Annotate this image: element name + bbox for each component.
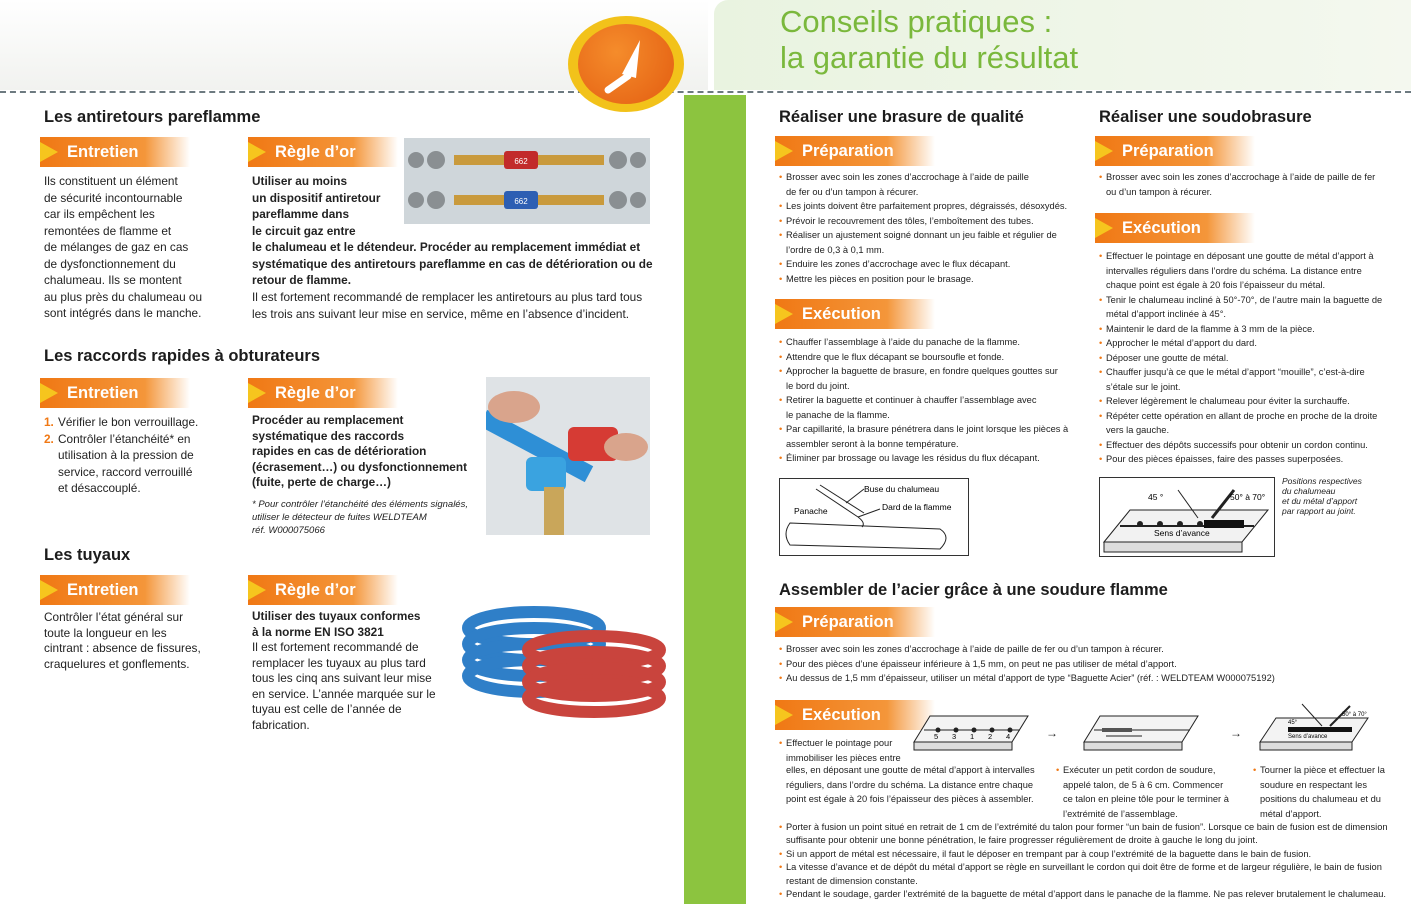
tag-arrow-icon (248, 142, 266, 162)
angle-5070-label: 50° à 70° (1230, 492, 1266, 502)
bullet-icon: • (779, 822, 783, 832)
bullet-icon: • (779, 351, 783, 362)
raccords-entretien-list (44, 414, 234, 497)
bullet-icon: • (779, 215, 783, 226)
bullet-line: • Tourner la pièce et effectuer la (1253, 763, 1403, 778)
antiretours-entretien-text (44, 173, 234, 322)
tag-arrow-icon (40, 580, 58, 600)
bullet-icon: • (1099, 323, 1103, 334)
tuyaux-regle-text (252, 640, 452, 734)
pointage-num-3: 1 (970, 732, 975, 741)
bullet-icon: • (779, 673, 783, 683)
bullet-line: • Approcher la baguette de brasure, en fondre quelques gouttes sur (779, 364, 1079, 379)
bullet-line: • Réaliser un ajustement soigné donnant un jeu faible et régulier de (779, 228, 1079, 243)
tag-arrow-icon (248, 383, 266, 403)
antiretour-photo (404, 138, 650, 224)
bullet-line: restant de dimension constante. (786, 875, 918, 886)
bullet-line: • Tenir le chalumeau incliné à 50°-70°, de l’autre main la baguette de (1099, 293, 1399, 308)
text-line: Utiliser au moins (252, 174, 348, 188)
bullet-line: • Effectuer des dépôts successifs pour obtenir un cordon continu. (1099, 438, 1399, 453)
acier-preparation-tag: Préparation (775, 607, 935, 637)
text-line: car ils empêchent les (44, 207, 155, 221)
bullet-line: intervalles réguliers dans l’ordre du schéma. La distance entre (1106, 265, 1362, 276)
bullet-icon: • (1099, 294, 1103, 305)
bullet-line: • Approcher le métal d’apport du dard. (1099, 336, 1399, 351)
bullet-line: • Mettre les pièces en position pour le brasage. (779, 272, 1079, 287)
bullet-line: l’ordre de 0,3 à 0,1 mm. (786, 244, 885, 255)
bullet-line: soudure en respectant les (1260, 779, 1367, 790)
acier-exec-col3 (1253, 763, 1403, 821)
text-line: le circuit gaz entre (252, 223, 356, 238)
hose-photo (462, 598, 670, 728)
numbered-line: et désaccouplé. (58, 481, 141, 495)
brasure-preparation-list (779, 170, 1079, 286)
text-line: cintrant : absence de fissures, (44, 641, 201, 656)
numbered-line: 2. Contrôler l’étanchéité* en (44, 431, 191, 446)
bullet-icon: • (779, 366, 783, 376)
raccords-regle-bold (252, 413, 482, 491)
acier-heading: Assembler de l’acier grâce à une soudure flamme (779, 581, 1168, 599)
bullet-line: • Pendant le soudage, garder l’extrémité de la baguette de métal d’apport dans le panache de la flamme. Ne pas relever brutalement le chalumeau. (779, 888, 1404, 901)
text-line: remontées de flamme et (44, 223, 172, 238)
antiretours-regle-tag: Règle d’or (248, 137, 398, 167)
bullet-line: • Brosser avec soin les zones d’accrochage à l’aide de paille de fer ou d’un tampon à récurer. (779, 642, 1399, 657)
brasure-diagram (779, 478, 969, 556)
pointage-num-5: 4 (1006, 732, 1011, 741)
bullet-icon: • (779, 644, 783, 654)
text-line: tous les cinq ans suivant leur mise (252, 671, 432, 686)
tag-arrow-icon (775, 141, 793, 161)
tuyaux-regle-tag: Règle d’or (248, 575, 398, 605)
text-line: un dispositif antiretour (252, 190, 381, 205)
bullet-icon: • (779, 259, 783, 269)
text-line: et du métal d’apport (1282, 496, 1358, 506)
pointage-num-4: 2 (988, 732, 993, 741)
bullet-icon: • (779, 273, 783, 284)
text-line: de dysfonctionnement du (44, 256, 176, 271)
bullet-line: • Maintenir le dard de la flamme à 3 mm de la pièce. (1099, 322, 1399, 337)
raccords-regle-tag: Règle d’or (248, 378, 398, 408)
buse-label: Buse du chalumeau (864, 484, 940, 494)
bullet-line: • Effectuer le pointage pour (779, 736, 909, 751)
bullet-line: métal d’apport inclinée à 45°. (1106, 309, 1227, 319)
text-line: chalumeau. Ils se montent (44, 273, 182, 287)
bullet-line: assembler seront à la bonne température. (786, 438, 959, 449)
brasure-heading: Réaliser une brasure de qualité (779, 108, 1024, 126)
bullet-line: • Répéter cette opération en allant de proche en proche de la droite (1099, 409, 1399, 424)
page-title-line2: la garantie du résultat (780, 40, 1079, 75)
bullet-line: • Brosser avec soin les zones d’accrochage à l’aide de paille (779, 170, 1079, 185)
bullet-line: • Pour des pièces épaisses, faire des passes superposées. (1099, 452, 1399, 467)
bullet-icon: • (1099, 251, 1103, 261)
tag-arrow-icon (248, 580, 266, 600)
tag-arrow-icon (775, 612, 793, 632)
text-line: (fuite, perte de charge…) (252, 475, 391, 490)
text-line: de sécurité incontournable (44, 190, 183, 205)
bullet-line: • Porter à fusion un point situé en retrait de 1 cm de l’extrémité du talon pour former “un bain de fusion”. Lorsque ce bain de fusion est de dimension (779, 821, 1404, 834)
soudobrasure-execution-list (1099, 249, 1399, 467)
bullet-icon: • (1099, 338, 1103, 348)
bullet-icon: • (1099, 172, 1103, 182)
brasure-execution-list (779, 335, 1079, 466)
numbered-line: utilisation à la pression de (58, 448, 194, 462)
text-line: Ils constituent un élément (44, 174, 178, 188)
bullet-line: l’extrémité de l’assemblage. (1063, 808, 1178, 819)
bullet-icon: • (779, 738, 783, 748)
text-line: Il est fortement recommandé de remplacer les antiretours au plus tard tous (252, 290, 643, 304)
bullet-line: • La vitesse d’avance et de dépôt du métal d’apport se règle en surveillant le cordon qui doit être de forme et de largeur régulière, le bain de fusion (779, 861, 1404, 874)
bullet-icon: • (1253, 765, 1257, 775)
bullet-icon: • (779, 848, 783, 859)
text-line: tuyau est celle de l’année de (252, 702, 402, 717)
numbered-line: service, raccord verrouillé (58, 464, 193, 479)
brasure-execution-tag: Exécution (775, 299, 935, 329)
trowel-badge-inner (578, 24, 674, 104)
bullet-icon: • (779, 658, 783, 669)
green-spine (684, 95, 746, 904)
dard-label: Dard de la flamme (882, 502, 952, 512)
text-line: Utiliser des tuyaux conformes (252, 609, 421, 623)
bullet-icon: • (1099, 367, 1103, 377)
text-line: rapides en cas de détérioration (252, 444, 427, 459)
bullet-line: • Au dessus de 1,5 mm d’épaisseur, utiliser un métal d’apport de type “Baguette Acier” (réf. : WELDTEAM W000075192) (779, 671, 1399, 686)
soudobrasure-diagram (1099, 477, 1275, 557)
trowel-icon (578, 24, 674, 104)
soudobrasure-heading: Réaliser une soudobrasure (1099, 108, 1312, 126)
tag-arrow-icon (40, 383, 58, 403)
text-line: (écrasement…) ou dysfonctionnement (252, 459, 467, 474)
bullet-icon: • (779, 395, 783, 405)
antiretours-regle-text (252, 289, 672, 322)
pointage-num-1: 5 (934, 732, 939, 741)
text-line: les trois ans suivant leur mise en service, même en l’absence d’incident. (252, 306, 630, 321)
raccords-note (252, 498, 482, 537)
bullet-line: immobiliser les pièces entre (786, 752, 901, 763)
acier-exec-col2 (1056, 763, 1246, 821)
text-line: le chalumeau et le détendeur. Procéder au remplacement immédiat et (252, 240, 641, 254)
text-line: réguliers, dans l’ordre du schéma. La distance entre chaque (786, 779, 1034, 790)
antiretours-heading: Les antiretours pareflamme (44, 108, 261, 126)
bullet-line: le bord du joint. (786, 380, 850, 391)
bullet-line: • Éliminer par brossage ou lavage les résidus du flux décapant. (779, 451, 1079, 466)
text-line: systématique des raccords (252, 428, 405, 443)
tuyaux-regle-bold (252, 609, 452, 640)
bullet-line: appelé talon, de 5 à 6 cm. Commencer (1063, 779, 1224, 790)
text-line: Contrôler l’état général sur (44, 610, 184, 624)
acier-diagram-talon (1082, 712, 1200, 758)
bullet-icon: • (1099, 396, 1103, 406)
bullet-line: • Exécuter un petit cordon de soudure, (1056, 763, 1246, 778)
arrow-1-icon: → (1046, 726, 1058, 740)
bullet-line: • Si un apport de métal est nécessaire, il faut le déposer en trempant par à coup l’extrémité de la baguette dans le bain de fusion. (779, 848, 1404, 861)
bullet-icon: • (779, 889, 783, 900)
valve-label-red: 662 (514, 157, 528, 166)
bullet-line: suffisante pour obtenir une bonne pénétration, le faire progresser régulièrement de droite à gauche le long du joint. (786, 835, 1258, 846)
text-line: elles, en déposant une goutte de métal d’apport à intervalles (786, 765, 1035, 775)
text-line: du chalumeau (1282, 486, 1336, 496)
text-line: de mélanges de gaz en cas (44, 240, 189, 254)
text-line: craquelures et gonflements. (44, 656, 190, 671)
text-line: toute la longueur en les (44, 625, 167, 640)
bullet-icon: • (1099, 454, 1103, 464)
text-line: point est égale à 20 fois l’épaisseur des pièces à assembler. (786, 794, 1034, 804)
bullet-line: • Enduire les zones d’accrochage avec le flux décapant. (779, 257, 1079, 272)
bullet-line: • Chauffer l’assemblage à l’aide du panache de la flamme. (779, 335, 1079, 350)
bullet-icon: • (779, 862, 783, 873)
text-line: utiliser le détecteur de fuites WELDTEAM (252, 512, 427, 523)
bullet-icon: • (779, 172, 783, 182)
raccord-photo (486, 377, 650, 535)
raccords-heading: Les raccords rapides à obturateurs (44, 347, 321, 365)
acier-exec-col1-rest (786, 763, 1046, 807)
bullet-line: chaque point est égale à 20 fois l’épaisseur du métal. (1106, 280, 1326, 290)
bullet-line: • Effectuer le pointage en déposant une goutte de métal d’apport à (1099, 249, 1399, 264)
bullet-line: • Par capillarité, la brasure pénétrera dans le joint lorsque les pièces à (779, 422, 1079, 437)
soudobrasure-caption (1282, 476, 1402, 516)
tuyaux-entretien-tag: Entretien (40, 575, 190, 605)
acier-execution-tag: Exécution (775, 700, 935, 730)
page-title (780, 4, 1078, 76)
numbered-line: 1. Vérifier le bon verrouillage. (44, 415, 199, 429)
bullet-line: • Déposer une goutte de métal. (1099, 351, 1399, 366)
bullet-line: • Relever légèrement le chalumeau pour éviter la surchauffe. (1099, 394, 1399, 409)
angle-45-label: 45 ° (1148, 492, 1164, 502)
panache-label: Panache (794, 506, 828, 516)
bullet-line: • Retirer la baguette et continuer à chauffer l’assemblage avec (779, 393, 1079, 408)
bullet-line: • Les joints doivent être parfaitement propres, dégraissés, désoxydés. (779, 199, 1079, 214)
valve-label-blue: 662 (514, 197, 528, 206)
acier-preparation-list (779, 642, 1399, 686)
bullet-line: • Attendre que le flux décapant se boursoufle et fonde. (779, 350, 1079, 365)
soudobrasure-preparation-tag: Préparation (1095, 136, 1255, 166)
bullet-icon: • (779, 230, 783, 240)
arrow-2-icon: → (1230, 726, 1242, 740)
text-line: fabrication. (252, 717, 310, 732)
antiretours-entretien-tag: Entretien (40, 137, 190, 167)
bullet-icon: • (779, 337, 783, 347)
soudure-angle-5070: 50° à 70° (1342, 712, 1367, 718)
bullet-line: ce talon en pleine tôle pour le terminer à (1063, 794, 1229, 804)
tag-arrow-icon (1095, 141, 1113, 161)
acier-diagram-pointage (912, 706, 1030, 758)
acier-diagram-soudure (1258, 700, 1370, 758)
brasure-preparation-tag: Préparation (775, 136, 935, 166)
text-line: à la norme EN ISO 3821 (252, 624, 384, 639)
text-line: systématique des antiretours pareflamme en cas de détérioration ou de (252, 256, 653, 271)
dashed-divider (0, 91, 1411, 93)
text-line: par rapport au joint. (1282, 506, 1356, 516)
bullet-line: métal d’apport. (1260, 808, 1322, 819)
acier-exec-col1-top (779, 736, 909, 765)
bullet-line: le panache de la flamme. (786, 409, 890, 420)
page-title-line1: Conseils pratiques : (780, 4, 1053, 39)
raccords-entretien-tag: Entretien (40, 378, 190, 408)
pointage-num-2: 3 (952, 732, 957, 741)
soudure-sens: Sens d’avance (1288, 734, 1328, 740)
bullet-line: s’étale sur le joint. (1106, 381, 1181, 392)
tag-arrow-icon (1095, 218, 1113, 238)
bullet-line: de fer ou d’un tampon à récurer. (786, 186, 919, 197)
bullet-line: vers la gauche. (1106, 425, 1170, 435)
bullet-line: ou d’un tampon à récurer. (1106, 186, 1212, 197)
tag-arrow-icon (775, 304, 793, 324)
text-line: Procéder au remplacement (252, 413, 404, 427)
bullet-icon: • (1099, 352, 1103, 363)
text-line: sont intégrés dans le manche. (44, 306, 202, 320)
tuyaux-entretien-text (44, 610, 234, 672)
bullet-icon: • (1099, 410, 1103, 421)
text-line: remplacer les tuyaux au plus tard (252, 655, 426, 670)
bullet-line: • Chauffer jusqu’à ce que le métal d’apport “mouille”, c’est-à-dire (1099, 365, 1399, 380)
soudure-angle-45: 45° (1288, 720, 1298, 726)
bullet-icon: • (779, 453, 783, 463)
bullet-line: • Prévoir le recouvrement des tôles, l’emboîtement des tubes. (779, 214, 1079, 229)
soudobrasure-execution-tag: Exécution (1095, 213, 1255, 243)
text-line: Il est fortement recommandé de (252, 640, 419, 654)
bullet-icon: • (1056, 765, 1060, 775)
text-line: au plus près du chalumeau ou (44, 289, 203, 304)
text-line: * Pour contrôler l’étanchéité des éléments signalés, (252, 499, 468, 510)
text-line: retour de flamme. (252, 273, 351, 287)
tag-arrow-icon (775, 705, 793, 725)
text-line: réf. W000075066 (252, 525, 325, 536)
text-line: en service. L’année marquée sur le (252, 686, 436, 701)
bullet-icon: • (779, 424, 783, 434)
text-line: pareflamme dans (252, 207, 350, 221)
soudobrasure-preparation-list (1099, 170, 1399, 199)
acier-exec-bottom-list (779, 821, 1404, 901)
tag-arrow-icon (40, 142, 58, 162)
bullet-icon: • (779, 201, 783, 211)
bullet-line: • Pour des pièces d’une épaisseur inférieure à 1,5 mm, on peut ne pas utiliser de métal d’apport. (779, 657, 1399, 672)
text-line: Positions respectives (1282, 476, 1362, 486)
bullet-line: • Brosser avec soin les zones d’accrochage à l’aide de paille de fer (1099, 170, 1399, 185)
sens-avance-label: Sens d’avance (1154, 528, 1210, 538)
bullet-line: positions du chalumeau et du (1260, 794, 1381, 804)
bullet-icon: • (1099, 439, 1103, 450)
tuyaux-heading: Les tuyaux (44, 546, 131, 564)
